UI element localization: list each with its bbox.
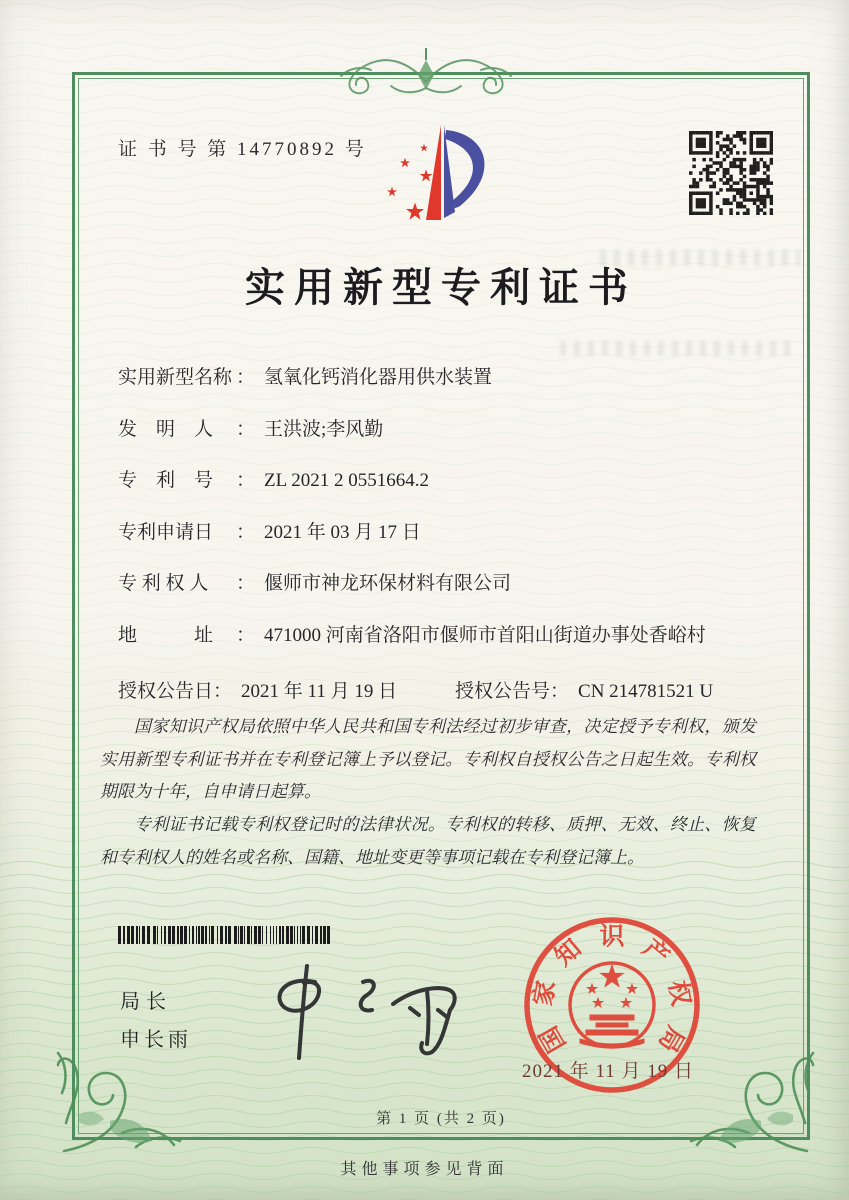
field-colon: ： [236,573,256,594]
field-value: 王洪波;李风勤 [264,418,384,440]
barcode [118,926,334,944]
field-value: CN 214781521 U [578,681,714,702]
field-list [118,362,758,671]
svg-text:家: 家 [529,978,561,1008]
field-colon: ： [236,470,256,491]
svg-text:知: 知 [550,934,587,972]
field-value: 2021 年 03 月 17 日 [264,521,421,543]
field-row [118,517,758,542]
certificate-title: 实用新型专利证书 [245,265,637,310]
legal-paragraph: 国家知识产权局依照中华人民共和国专利法经过初步审查，决定授予专利权，颁发实用新型专利证书并在专利登记簿上予以登记。专利权自授权公告之日起生效。专利权期限为十年，自申请日起算。 [100,717,756,802]
director-signature-icon [243,958,468,1066]
field-value: 471000 河南省洛阳市偃师市首阳山街道办事处香峪村 [264,624,706,646]
field-label: 专 利 号 [118,470,214,491]
director-name: 申长雨 [120,1029,192,1051]
field-row [118,362,758,387]
svg-text:权: 权 [663,978,695,1008]
field-colon: ： [236,521,256,543]
svg-text:国: 国 [535,1021,572,1057]
field-label: 地 址 [118,624,214,646]
certificate-number: 证 书 号 第 14770892 号 [118,139,367,160]
director-title: 局长 [120,991,172,1013]
cnipa-logo-icon [342,116,507,236]
svg-text:识: 识 [599,923,625,951]
grant-date [118,681,397,702]
field-colon: ： [236,367,256,388]
field-row [118,620,758,645]
seal-date: 2021 年 11 月 19 日 [522,1061,695,1082]
svg-text:局: 局 [652,1021,689,1057]
grant-number [455,676,713,703]
field-value: 偃师市神龙环保材料有限公司 [264,573,512,594]
field-label: 专 利 权 人 [118,573,209,594]
page-number: 第 1 页 (共 2 页) [376,1111,506,1127]
legal-paragraph: 专利证书记载专利权登记时的法律状况。专利权的转移、质押、无效、终止、恢复和专利权人的姓名或名称、国籍、地址变更等事项记载在专利登记簿上。 [100,814,756,867]
field-label: 授权公告日 [118,681,214,702]
field-value: 氢氧化钙消化器用供水装置 [264,367,493,388]
show-through-mark [560,341,795,356]
qr-code [689,131,773,215]
grant-row [118,676,758,703]
legal-text [100,711,756,874]
field-colon: ： [213,681,233,702]
field-colon: ： [236,418,256,440]
field-row [118,568,758,593]
svg-text:产: 产 [637,934,674,972]
field-row [118,465,758,490]
field-colon: ： [550,681,570,702]
field-value: ZL 2021 2 0551664.2 [264,470,430,491]
field-colon: ： [236,624,256,646]
field-value: 2021 年 11 月 19 日 [241,681,398,702]
field-label: 授权公告号 [455,681,551,702]
field-label: 实用新型名称 [118,367,233,388]
field-label: 专利申请日 [118,521,214,543]
back-side-note: 其他事项参见背面 [340,1161,509,1178]
field-row [118,414,758,439]
field-label: 发 明 人 [118,418,214,440]
top-scroll-ornament-icon [331,42,521,104]
